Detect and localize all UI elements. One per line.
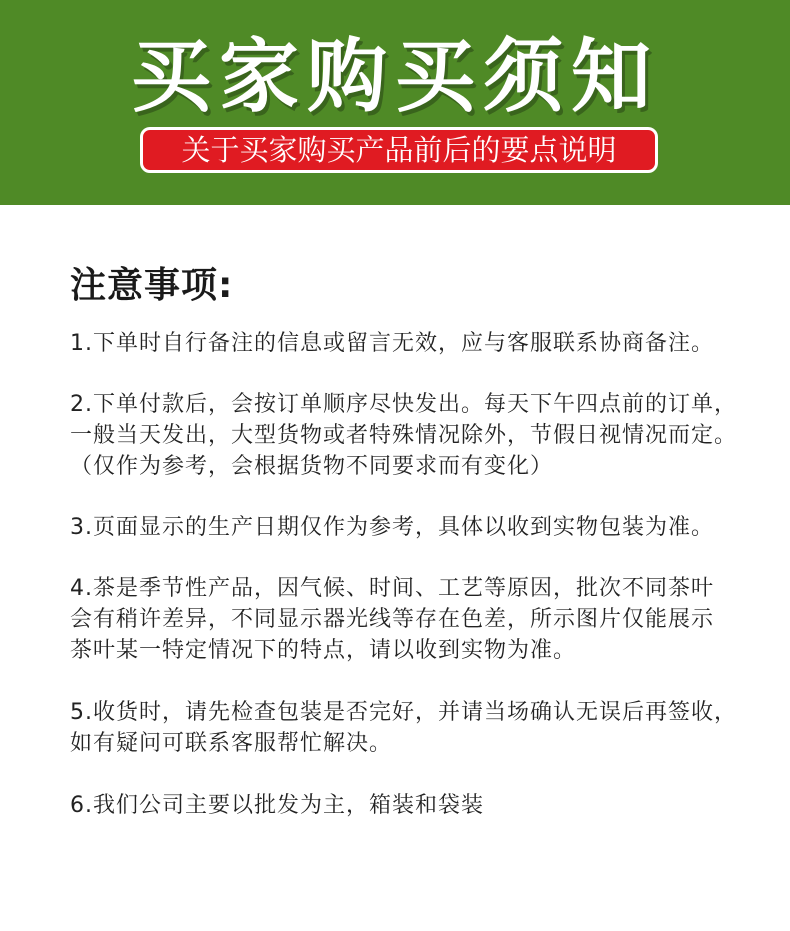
notice-item-1 bbox=[70, 328, 760, 359]
subtitle-badge: 关于买家购买产品前后的要点说明 bbox=[140, 127, 658, 173]
notice-item-4-line-1: 4.茶是季节性产品，因气候、时间、工艺等原因，批次不同茶叶 bbox=[70, 576, 714, 601]
notice-item-3 bbox=[70, 512, 760, 543]
page-title: 买家购买须知 bbox=[131, 29, 659, 123]
notice-item-4-line-2: 会有稍许差异，不同显示器光线等存在色差，所示图片仅能展示 bbox=[70, 607, 715, 632]
notice-heading: 注意事项: bbox=[70, 265, 234, 306]
notice-item-5 bbox=[70, 697, 760, 759]
notice-item-3-line-1: 3.页面显示的生产日期仅作为参考，具体以收到实物包装为准。 bbox=[70, 515, 714, 540]
notice-item-2-line-1: 2.下单付款后，会按订单顺序尽快发出。每天下午四点前的订单， bbox=[70, 392, 737, 417]
notice-item-6-line-1: 6.我们公司主要以批发为主，箱装和袋装 bbox=[70, 793, 484, 818]
header-banner bbox=[0, 0, 790, 205]
notice-item-4-line-3: 茶叶某一特定情况下的特点，请以收到实物为准。 bbox=[70, 638, 577, 663]
notice-item-2 bbox=[70, 389, 760, 482]
notice-item-1-line-1: 1.下单时自行备注的信息或留言无效，应与客服联系协商备注。 bbox=[70, 331, 714, 356]
notice-item-5-line-1: 5.收货时，请先检查包装是否完好，并请当场确认无误后再签收， bbox=[70, 700, 737, 725]
notice-item-4 bbox=[70, 573, 760, 666]
notice-item-5-line-2: 如有疑问可联系客服帮忙解决。 bbox=[70, 731, 393, 756]
notice-item-2-line-2: 一般当天发出，大型货物或者特殊情况除外，节假日视情况而定。 bbox=[70, 423, 738, 448]
notice-item-6 bbox=[70, 790, 760, 821]
notice-item-2-line-3: （仅作为参考，会根据货物不同要求而有变化） bbox=[70, 454, 554, 479]
